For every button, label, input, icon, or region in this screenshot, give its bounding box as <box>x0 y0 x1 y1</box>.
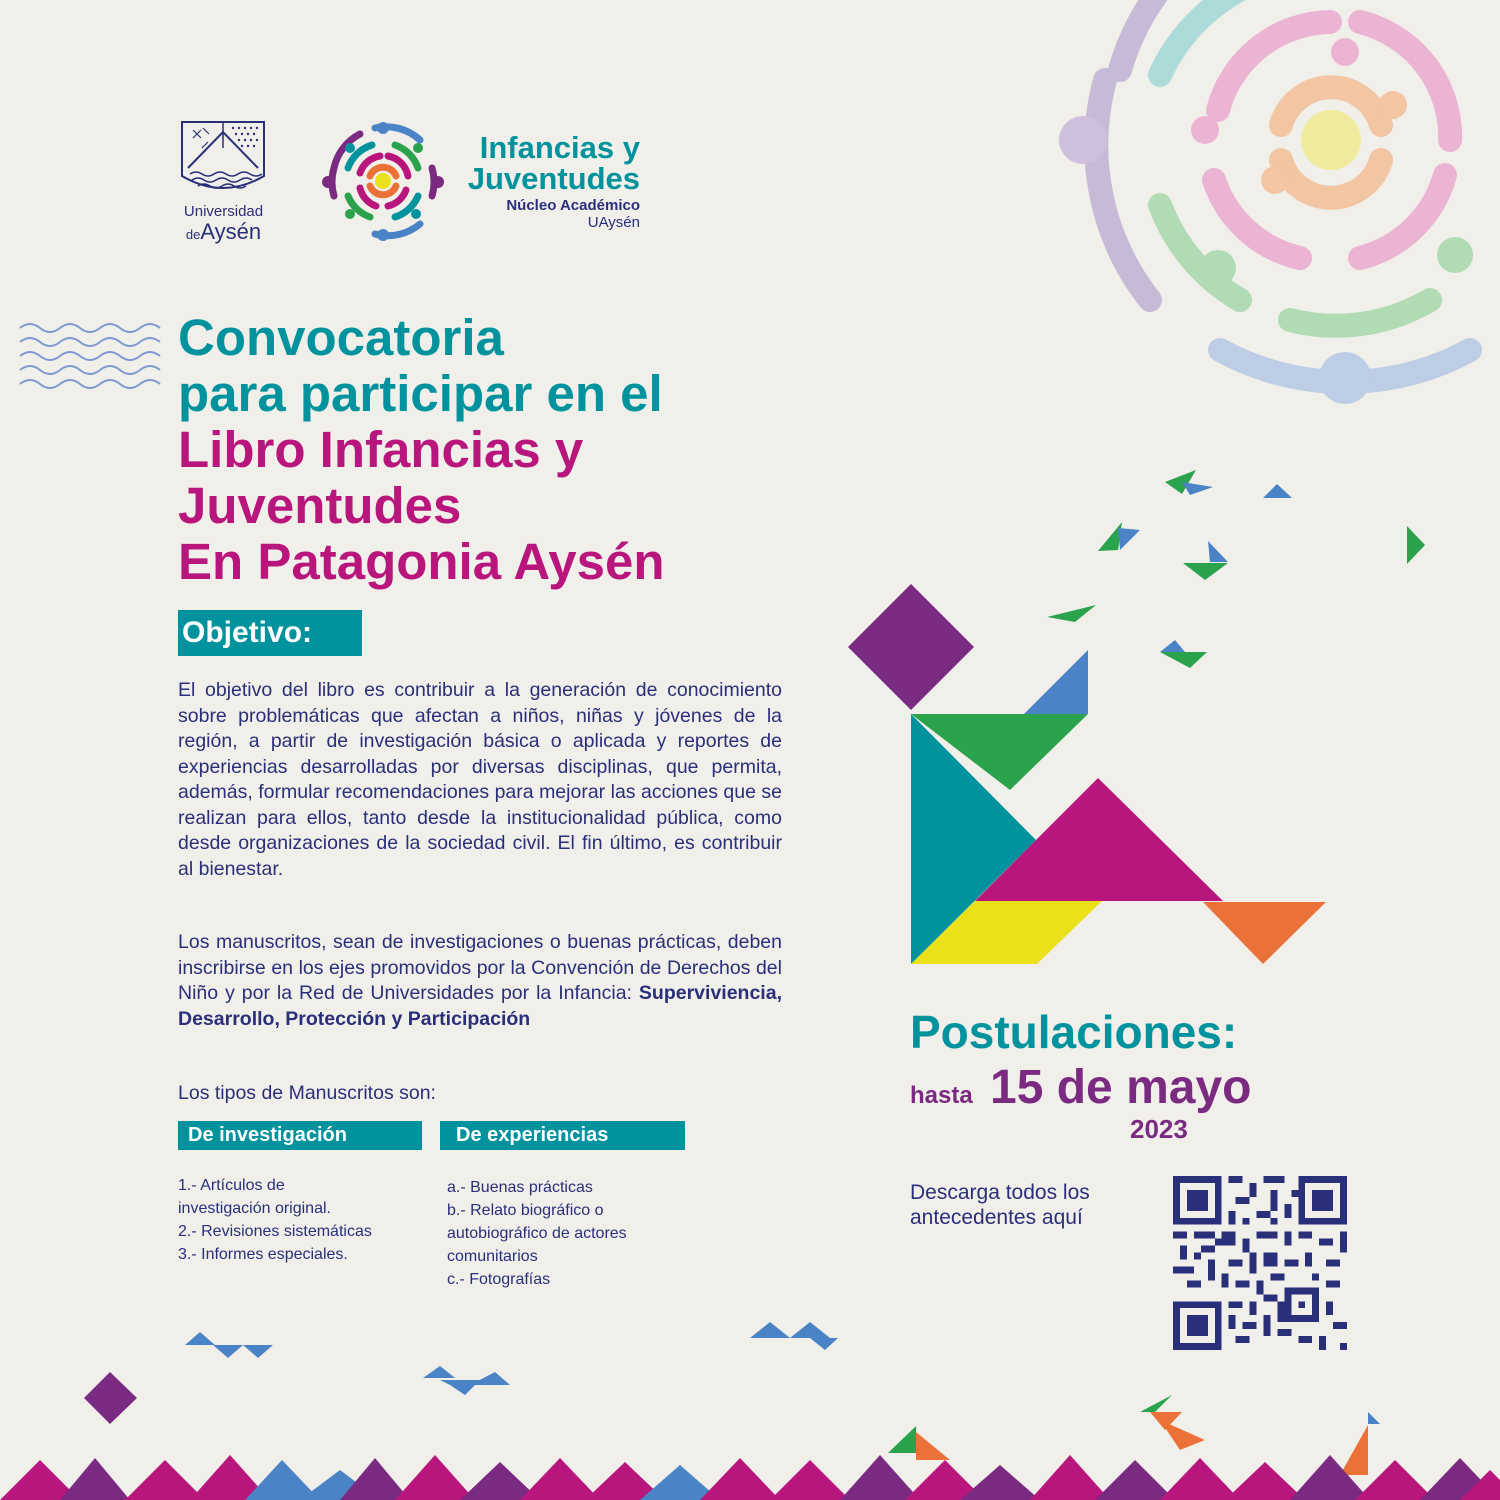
university-name-prefix: de <box>185 227 201 242</box>
manuscripts-paragraph-text: Los manuscritos, sean de investigaciones o buenas prácticas, deben inscribirse en los ejes promovidos por la Convención de Derechos del Niño y por la Red de Universidades por la Infancia: <box>178 931 782 1004</box>
title-line3: Libro Infancias y <box>178 421 584 478</box>
page-title <box>178 310 778 590</box>
list-item: 2.- Revisiones sistemáticas <box>178 1223 372 1240</box>
list-item: 1.- Artículos de <box>178 1177 285 1194</box>
title-line4: Juventudes <box>178 477 462 534</box>
nucleo-name-line2: Juventudes <box>467 161 640 196</box>
university-logo <box>176 118 271 248</box>
nucleo-name-line4: UAysén <box>587 214 640 231</box>
title-line1: Convocatoria <box>178 309 504 366</box>
postulaciones-heading: Postulaciones: <box>910 1006 1238 1058</box>
wavy-lines-decoration <box>20 324 160 388</box>
download-line2: antecedentes aquí <box>910 1206 1083 1229</box>
tangram-figure <box>848 584 1326 964</box>
list-item: a.- Buenas prácticas <box>447 1179 593 1196</box>
list-item: comunitarios <box>447 1248 538 1265</box>
download-text <box>910 1180 1150 1230</box>
mountain-tree-icon <box>178 118 268 200</box>
title-line5: En Patagonia Aysén <box>178 533 665 590</box>
objetivo-paragraph: El objetivo del libro es contribuir a la generación de conocimiento sobre problemáticas que afectan a niños, niñas y jóvenes de la región, a partir de investigación básica o aplicada y reportes de experiencias desarrolladas por diversas disciplinas, que permita, además, formular recomendaciones para mejorar las acciones que se realizan para ellos, tanto desde la institucionalidad pública, como desde organizaciones de la sociedad civil. El fin último, es contribuir al bienestar. <box>178 679 782 880</box>
nucleo-logo <box>320 118 650 248</box>
experiencias-list <box>447 1176 627 1291</box>
types-label: Los tipos de Manuscritos son: <box>178 1082 436 1104</box>
manuscripts-axes-bold: Superviviencia, Desarrollo, Protección y Participación <box>178 982 782 1030</box>
investigacion-list <box>178 1174 372 1266</box>
list-item: c.- Fotografías <box>447 1271 551 1288</box>
bottom-triangle-border <box>0 1455 1500 1500</box>
investigacion-heading: De investigación <box>178 1121 422 1150</box>
flying-triangles <box>1047 470 1425 668</box>
deadline-date: 15 de mayo <box>990 1061 1252 1114</box>
list-item: autobiográfico de actores <box>447 1225 627 1242</box>
deadline-year: 2023 <box>1130 1114 1188 1144</box>
university-name-line1: Universidad <box>183 203 264 220</box>
list-item: 3.- Informes especiales. <box>178 1246 348 1263</box>
list-item: b.- Relato biográfico o <box>447 1202 604 1219</box>
qr-code-icon[interactable] <box>1172 1176 1348 1350</box>
deadline-prefix: hasta <box>910 1082 973 1109</box>
concentric-rings-decoration <box>1059 0 1473 404</box>
nucleo-name-line1: Infancias y <box>479 130 640 165</box>
title-line2: para participar en el <box>178 365 663 422</box>
list-item: investigación original. <box>178 1200 331 1217</box>
university-name-line2: Aysén <box>200 219 262 244</box>
download-line1: Descarga todos los <box>910 1181 1090 1204</box>
objetivo-heading: Objetivo: <box>178 610 362 656</box>
nucleo-name-line3: Núcleo Académico <box>506 197 640 214</box>
experiencias-heading: De experiencias <box>440 1121 685 1150</box>
manuscripts-paragraph <box>178 930 782 1032</box>
colorful-rings-icon <box>320 118 448 246</box>
